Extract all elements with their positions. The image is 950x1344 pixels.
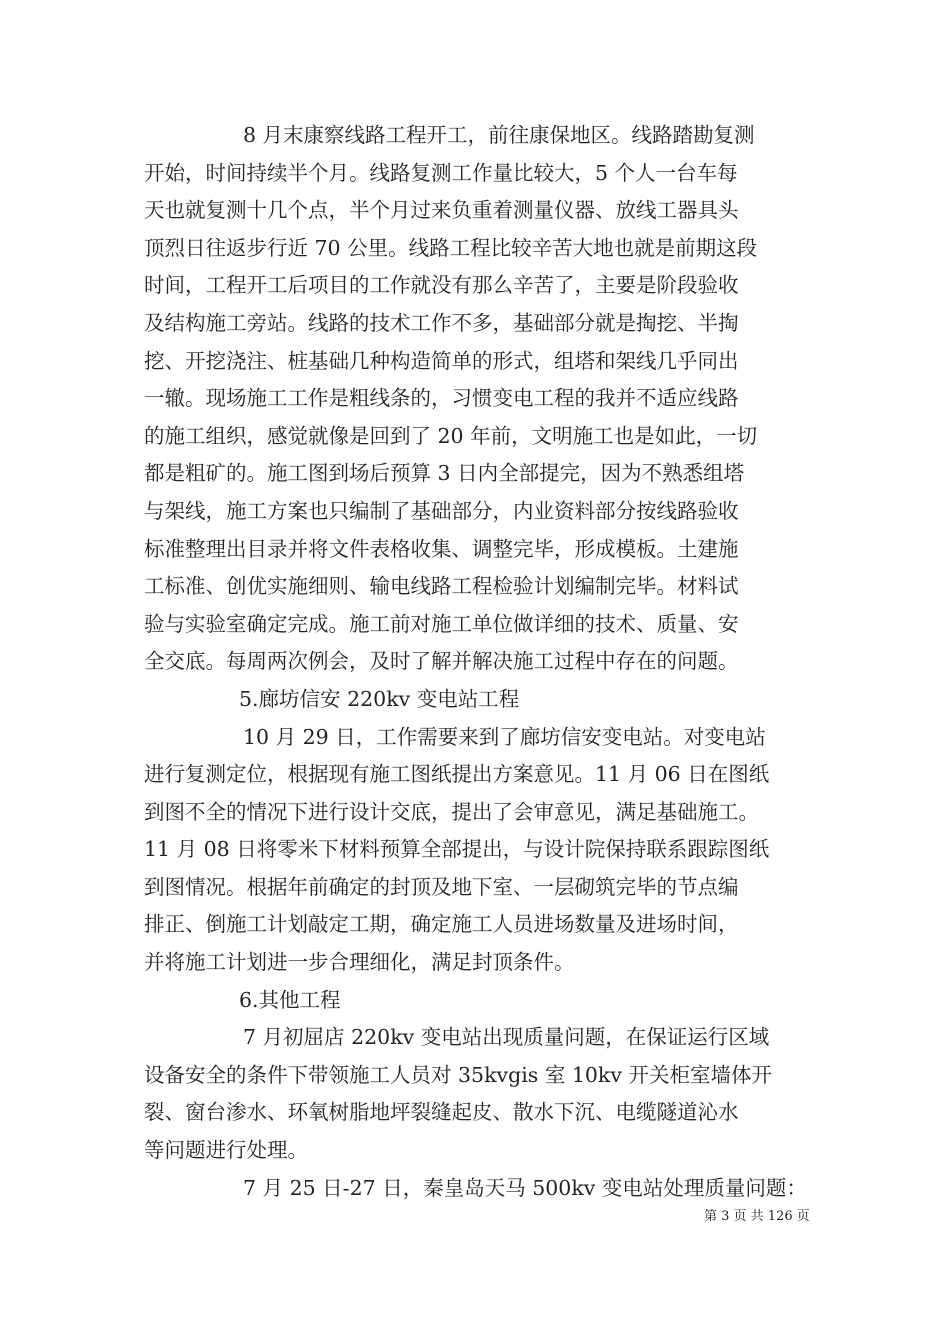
paragraph-qinhuangdao [144,1170,820,1208]
text-line: 10 月 29 日，工作需要来到了廊坊信安变电站。对变电站 [243,724,766,749]
text-line: 设备安全的条件下带领施工人员对 35kvgis 室 10kv 开关柜室墙体开 [144,1062,772,1087]
section-heading-5: 5.廊坊信安 220kv 变电站工程 [239,686,520,711]
text-line: 7 月 25 日-27 日，秦皇岛天马 500kv 变电站处理质量问题： [243,1175,807,1200]
text-line: 11 月 08 日将零米下材料预算全部提出，与设计院保持联系跟踪图纸 [144,837,770,862]
text-line: 天也就复测十几个点，半个月过来负重着测量仪器、放线工器具头 [144,198,739,223]
text-line: 进行复测定位，根据现有施工图纸提出方案意见。11 月 06 日在图纸 [144,762,770,787]
paragraph-qudian [144,1019,820,1169]
paragraph-kangcha-line [144,117,820,681]
text-line: 到图不全的情况下进行设计交底，提出了会审意见，满足基础施工。 [144,799,759,824]
text-line: 验与实验室确定完成。施工前对施工单位做详细的技术、质量、安 [144,611,739,636]
text-line: 裂、窗台渗水、环氧树脂地坪裂缝起皮、散水下沉、电缆隧道沁水 [144,1100,739,1125]
text-line: 并将施工计划进一步合理细化，满足封顶条件。 [144,950,575,975]
section-heading-6: 6.其他工程 [239,987,341,1012]
text-line: 都是粗矿的。施工图到场后预算 3 日内全部提完，因为不熟悉组塔 [144,461,745,486]
text-line: 挖、开挖浇注、桩基础几种构造简单的形式，组塔和架线几乎同出 [144,348,739,373]
text-line: 8 月末康察线路工程开工，前往康保地区。线路踏勘复测 [243,123,755,147]
text-line: 等问题进行处理。 [144,1138,308,1163]
text-line: 开始，时间持续半个月。线路复测工作量比较大，5 个人一台车每 [144,160,738,185]
page-number-footer: 第 3 页 共 126 页 [704,1209,810,1224]
text-line: 排正、倒施工计划敲定工期，确定施工人员进场数量及进场时间， [144,912,739,937]
text-line: 标准整理出目录并将文件表格收集、调整完毕，形成模板。土建施 [144,536,739,561]
text-line: 到图情况。根据年前确定的封顶及地下室、一层砌筑完毕的节点编 [144,874,739,899]
text-line: 7 月初屈店 220kv 变电站出现质量问题，在保证运行区域 [243,1025,770,1050]
paragraph-langfang-xinan [144,719,820,982]
text-line: 顶烈日往返步行近 70 公里。线路工程比较辛苦大地也就是前期这段 [144,235,758,260]
text-line: 工标准、创优实施细则、输电线路工程检验计划编制完毕。材料试 [144,574,739,599]
text-line: 时间，工程开工后项目的工作就没有那么辛苦了，主要是阶段验收 [144,273,739,298]
text-line: 一辙。现场施工工作是粗线条的，习惯变电工程的我并不适应线路 [144,386,739,411]
text-line: 全交底。每周两次例会，及时了解并解决施工过程中存在的问题。 [144,649,739,674]
text-line: 及结构施工旁站。线路的技术工作不多，基础部分就是掏挖、半掏 [144,310,739,335]
text-line: 的施工组织，感觉就像是回到了 20 年前，文明施工也是如此，一切 [144,423,758,448]
document-body [144,117,820,1207]
text-line: 与架线，施工方案也只编制了基础部分，内业资料部分按线路验收 [144,498,739,523]
